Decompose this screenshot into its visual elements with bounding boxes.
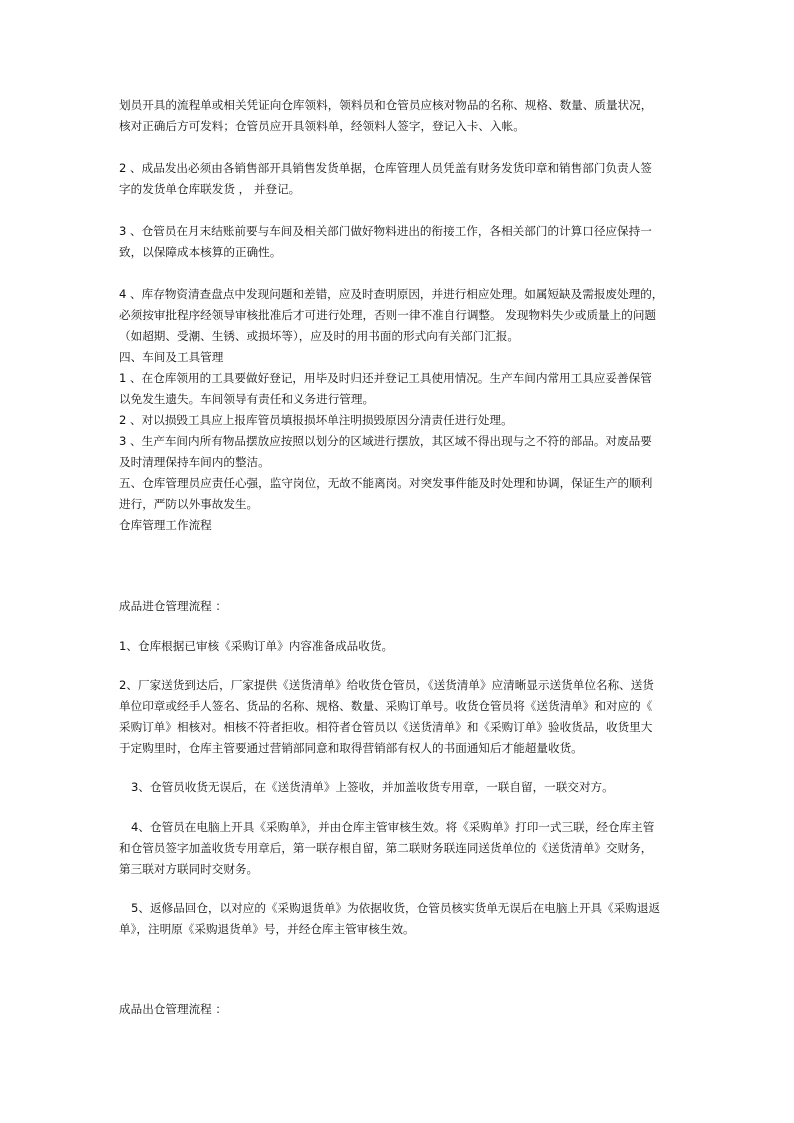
section-heading: 仓库管理工作流程	[119, 518, 212, 532]
paragraph-inbound-step-3	[119, 777, 697, 798]
text-line: 单位印章或经手人签名、货品的名称、规格、数量、采购订单号。收货仓管员将《送货清单》和对应的《	[119, 699, 653, 713]
text-line: 必须按审批程序经领导审核批准后才可进行处理，否则一律不准自行调整。 发现物料失少或质量上的问题	[119, 308, 657, 322]
text-line: 于定购里时，仓库主管要通过营销部同意和取得营销部有权人的书面通知后才能超量收货。	[119, 741, 583, 755]
text-line: 3 、生产车间内所有物品摆放应按照以划分的区域进行摆放，其区域不得出现与之不符的部品。对废品要	[119, 434, 652, 448]
text-line: 4 、库存物资清查盘点中发现问题和差错，应及时查明原因，并进行相应处理。如属短缺及需报废处理的，	[119, 287, 664, 301]
text-line: （如超期、受潮、生锈、或损坏等），应及时的用书面的形式向有关部门汇报。	[119, 329, 519, 343]
text-line: 3、仓管员收货无误后，在《送货清单》上签收，并加盖收货专用章，一联自留，一联交对方。	[131, 780, 614, 794]
text-line: 和仓管员签字加盖收货专用章后，第一联存根自留，第二联财务联连同送货单位的《送货清单》交财务，	[119, 841, 653, 855]
text-line: 五、仓库管理员应责任心强，监守岗位，无故不能离岗。对突发事件能及时处理和协调，保证生产的顺利	[119, 476, 653, 490]
text-line: 进行，严防以外事故发生。	[119, 497, 259, 511]
paragraph-inbound-step-4	[119, 817, 685, 880]
paragraph-item-4-inventory-and-tools	[119, 284, 685, 536]
text-line: 字的发货单仓库联发货 ， 并登记。	[119, 182, 301, 196]
section-heading: 四、车间及工具管理	[119, 350, 224, 364]
heading-inbound-process	[119, 596, 685, 617]
text-line: 单》，注明原《采购退货单》号，并经仓库主管审核生效。	[119, 922, 415, 936]
text-line: 采购订单》相核对。相核不符者拒收。相符者仓管员以《送货清单》和《采购订单》验收货品，收货里大	[119, 720, 653, 734]
paragraph-inbound-step-1	[119, 636, 685, 657]
paragraph-inbound-step-5	[119, 898, 685, 940]
paragraph-inbound-step-2	[119, 675, 685, 759]
section-heading: 成品进仓管理流程 ：	[119, 599, 228, 613]
text-line: 3 、仓管员在月末结账前要与车间及相关部门做好物料进出的衔接工作，各相关部门的计算口径应保持一	[119, 224, 652, 238]
section-heading: 成品出仓管理流程 ：	[119, 1002, 228, 1016]
paragraph-item-2-shipping	[119, 158, 685, 200]
text-line: 划员开具的流程单或相关凭证向仓库领料，领料员和仓管员应核对物品的名称、规格、数量、质量状况，	[119, 98, 653, 112]
paragraph-requisition-check	[119, 95, 685, 137]
text-line: 5、返修品回仓，以对应的《采购退货单》为依据收货，仓管员核实货单无误后在电脑上开具《采购退返	[131, 901, 661, 915]
heading-outbound-process	[119, 999, 685, 1020]
text-line: 1 、在仓库领用的工具要做好登记，用毕及时归还并登记工具使用情况。生产车间内常用工具应妥善保管	[119, 371, 652, 385]
text-line: 核对正确后方可发料；仓管员应开具领料单，经领料人签字，登记入卡、入帐。	[119, 119, 525, 133]
text-line: 致，以保障成本核算的正确性。	[119, 245, 282, 259]
text-line: 2 、成品发出必须由各销售部开具销售发货单据，仓库管理人员凭盖有财务发货印章和销售部门负责人签	[119, 161, 652, 175]
text-line: 及时清理保持车间内的整洁。	[119, 455, 270, 469]
text-line: 4、仓管员在电脑上开具《采购单》，并由仓库主管审核生效。将《采购单》打印一式三联，经仓库主管	[131, 820, 655, 834]
text-line: 以免发生遗失。车间领导有责任和义务进行管理。	[119, 392, 375, 406]
text-line: 第三联对方联同时交财务。	[119, 862, 259, 876]
text-line: 2、厂家送货到达后，厂家提供《送货清单》给收货仓管员，《送货清单》应清晰显示送货单位名称、送货	[119, 678, 654, 692]
text-line: 2 、对以损毁工具应上报库管员填报损坏单注明损毁原因分清责任进行处理。	[119, 413, 513, 427]
paragraph-item-3-month-end	[119, 221, 685, 263]
text-line: 1、仓库根据已审核《采购订单》内容准备成品收货。	[119, 639, 394, 653]
